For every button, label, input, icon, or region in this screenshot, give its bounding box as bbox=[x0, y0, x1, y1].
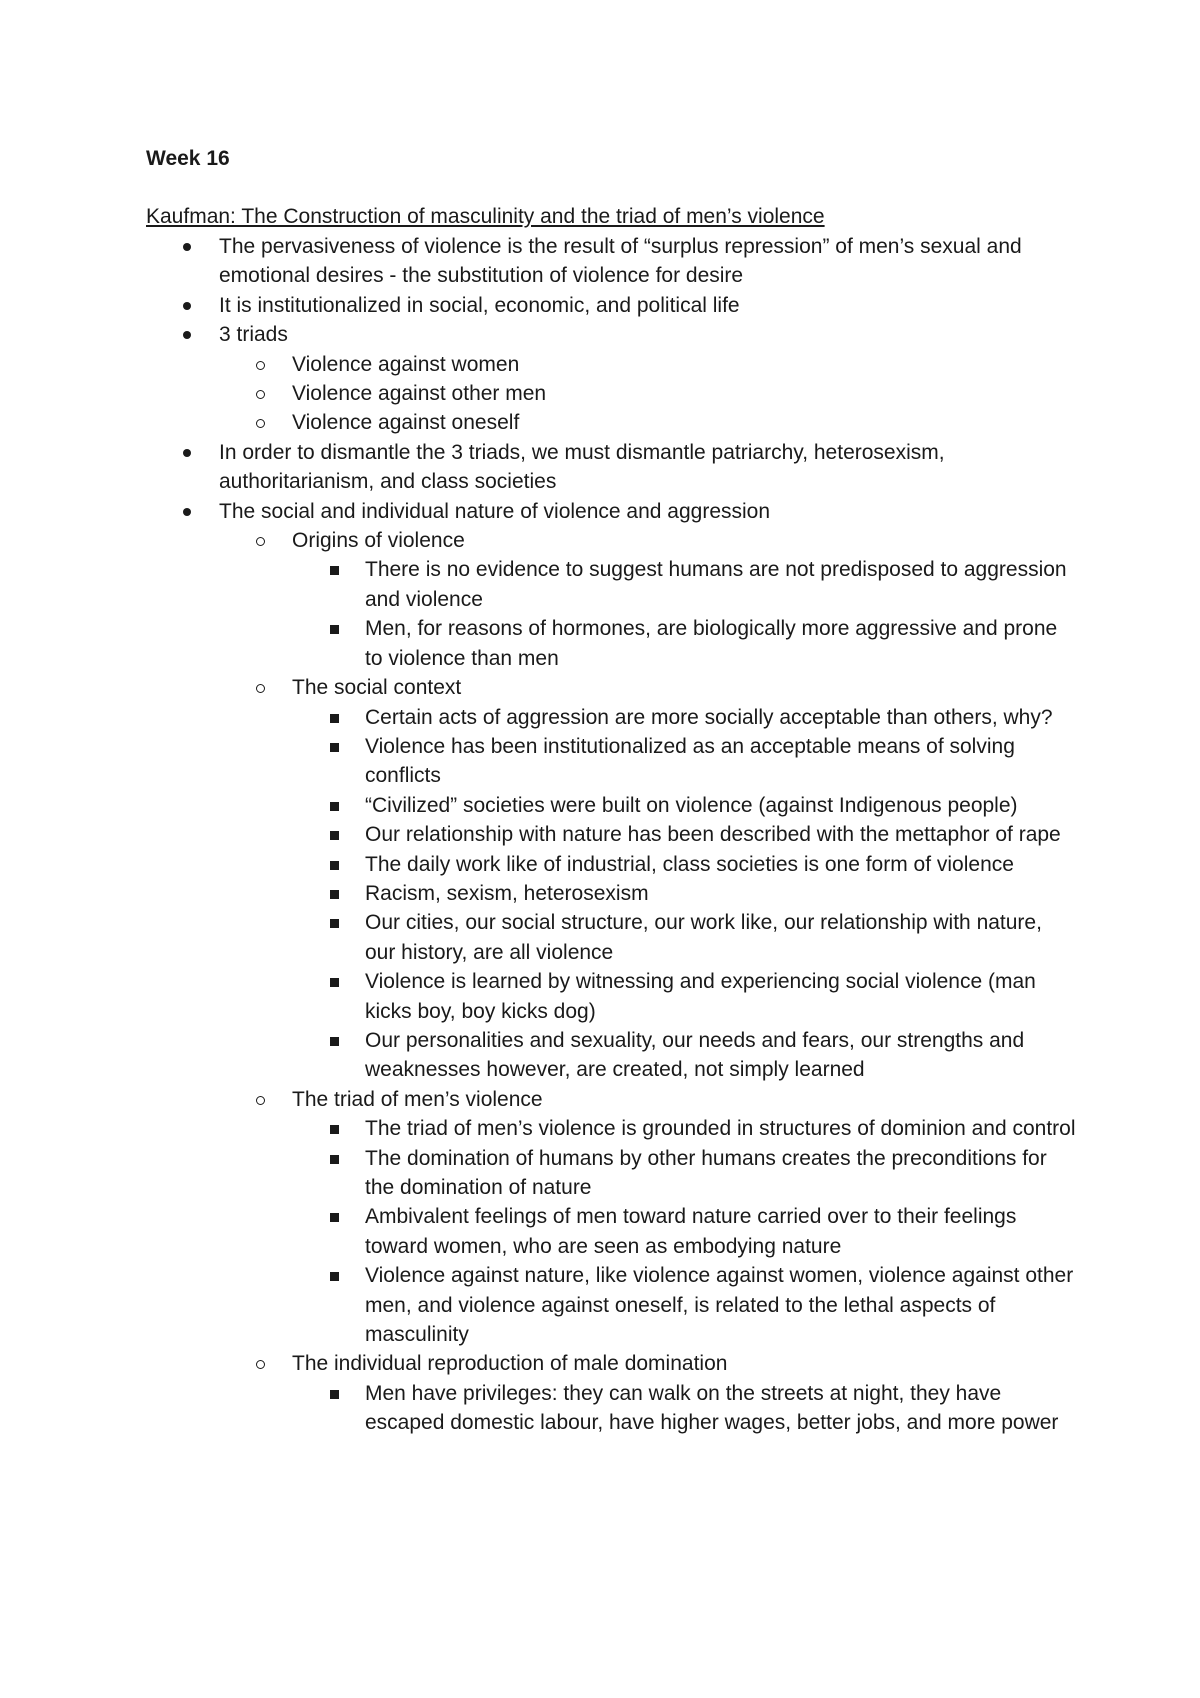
bullet-square-icon bbox=[330, 890, 339, 899]
bullet-square-icon bbox=[330, 743, 339, 752]
bullet-square-icon bbox=[330, 566, 339, 575]
list-item: Violence against women bbox=[219, 350, 1076, 379]
list-item: The individual reproduction of male domination Men have privileges: they can walk on the streets at night, they have escaped domestic labour, have higher wages, better jobs, and more power bbox=[219, 1349, 1076, 1437]
list-item: Men have privileges: they can walk on the streets at night, they have escaped domestic labour, have higher wages, better jobs, and more power bbox=[292, 1379, 1076, 1438]
list-item: Origins of violence There is no evidence to suggest humans are not predisposed to aggression and violence Men, for reasons of hormones, are biologically more aggressive and prone to violence than men bbox=[219, 526, 1076, 673]
list-item: “Civilized” societies were built on violence (against Indigenous people) bbox=[292, 791, 1076, 820]
list-item: The social context Certain acts of aggression are more socially acceptable than others, why? Violence has been institutionalized as an acceptable means of solving conflicts “Civilized” societies were built on violence (against Indigenous people) Our relationship with nature has been described with the mettaphor of rape The daily work like of industrial, class societies is one form of violence Racism, sexism, heterosexism Our cities, our social structure, our work like, our relationship with nature, our history, are all violence Violence is learned by witnessing and experiencing social violence (man kicks boy, boy kicks dog) Our personalities and sexuality, our needs and fears, our strengths and weaknesses however, are created, not simply learned bbox=[219, 673, 1076, 1085]
bullet-circle-icon bbox=[256, 419, 265, 428]
list-item: The triad of men’s violence The triad of men’s violence is grounded in structures of dominion and control The domination of humans by other humans creates the preconditions for the domination of nature Ambivalent feelings of men toward nature carried over to their feelings toward women, who are seen as embodying nature Violence against nature, like violence against women, violence against other men, and violence against oneself, is related to the lethal aspects of masculinity bbox=[219, 1085, 1076, 1350]
bullet-square-icon bbox=[330, 625, 339, 634]
list-item: Racism, sexism, heterosexism bbox=[292, 879, 1076, 908]
sub-sub-list bbox=[292, 703, 1076, 1085]
bullet-disc-icon bbox=[183, 243, 191, 251]
sub-sub-list bbox=[292, 1114, 1076, 1349]
bullet-square-icon bbox=[330, 1213, 339, 1222]
list-item: Certain acts of aggression are more socially acceptable than others, why? bbox=[292, 703, 1076, 732]
sub-list bbox=[219, 526, 1076, 1438]
bullet-square-icon bbox=[330, 714, 339, 723]
list-item: Violence against oneself bbox=[219, 408, 1076, 437]
list-item: In order to dismantle the 3 triads, we must dismantle patriarchy, heterosexism, authoritarianism, and class societies bbox=[146, 438, 1076, 497]
bullet-square-icon bbox=[330, 1125, 339, 1134]
sub-sub-list bbox=[292, 1379, 1076, 1438]
list-item: Our relationship with nature has been described with the mettaphor of rape bbox=[292, 820, 1076, 849]
bullet-circle-icon bbox=[256, 537, 265, 546]
list-item: The triad of men’s violence is grounded in structures of dominion and control bbox=[292, 1114, 1076, 1143]
bullet-square-icon bbox=[330, 802, 339, 811]
bullet-square-icon bbox=[330, 1037, 339, 1046]
list-item: Violence has been institutionalized as an acceptable means of solving conflicts bbox=[292, 732, 1076, 791]
list-item: The daily work like of industrial, class societies is one form of violence bbox=[292, 850, 1076, 879]
list-item: 3 triads Violence against women Violence against other men Violence against oneself bbox=[146, 320, 1076, 438]
list-item: Violence is learned by witnessing and experiencing social violence (man kicks boy, boy kicks dog) bbox=[292, 967, 1076, 1026]
bullet-list bbox=[146, 232, 1076, 1438]
bullet-circle-icon bbox=[256, 684, 265, 693]
list-item: Violence against nature, like violence against women, violence against other men, and violence against oneself, is related to the lethal aspects of masculinity bbox=[292, 1261, 1076, 1349]
sub-list bbox=[219, 350, 1076, 438]
section-heading: Kaufman: The Construction of masculinity and the triad of men’s violence bbox=[146, 205, 825, 228]
list-item: Our personalities and sexuality, our needs and fears, our strengths and weaknesses however, are created, not simply learned bbox=[292, 1026, 1076, 1085]
list-item: Ambivalent feelings of men toward nature carried over to their feelings toward women, who are seen as embodying nature bbox=[292, 1202, 1076, 1261]
bullet-circle-icon bbox=[256, 390, 265, 399]
bullet-square-icon bbox=[330, 1272, 339, 1281]
bullet-square-icon bbox=[330, 919, 339, 928]
bullet-disc-icon bbox=[183, 508, 191, 516]
bullet-circle-icon bbox=[256, 1096, 265, 1105]
list-item: The domination of humans by other humans creates the preconditions for the domination of nature bbox=[292, 1144, 1076, 1203]
bullet-square-icon bbox=[330, 1390, 339, 1399]
list-item: Men, for reasons of hormones, are biologically more aggressive and prone to violence than men bbox=[292, 614, 1076, 673]
list-item: There is no evidence to suggest humans are not predisposed to aggression and violence bbox=[292, 555, 1076, 614]
list-item: The social and individual nature of violence and aggression Origins of violence There is no evidence to suggest humans are not predisposed to aggression and violence Men, for reasons of hormones, are biologically more aggressive and prone to violence than men The social context Certain acts of aggression are more socially acceptable than others, why? Violence has been institutionalized as an acceptable means of solving conflicts “Civilized” societies were built on violence (against Indigenous people) Our relationship with nature has been described with the mettaphor of rape The daily work like of industrial, class societies is one form of violence Racism, sexism, heterosexism Our cities, our social structure, our work like, our relationship with nature, our history, are all violence Violence is learned by witnessing and experiencing social violence (man kicks boy, boy kicks dog) Our personalities and sexuality, our needs and fears, our strengths and weaknesses however, are created, not simply learned The triad of men’s violence The triad of men’s violence is grounded in structures of dominion and control The domination of humans by other humans creates the preconditions for the domination of nature Ambivalent feelings of men toward nature carried over to their feelings toward women, who are seen as embodying nature Violence against nature, like violence against women, violence against other men, and violence against oneself, is related to the lethal aspects of masculinity The individual reproduction of male domination Men have privileges: they can walk on the streets at night, they have escaped domestic labour, have higher wages, better jobs, and more power bbox=[146, 497, 1076, 1438]
bullet-square-icon bbox=[330, 861, 339, 870]
list-item: Our cities, our social structure, our work like, our relationship with nature, our history, are all violence bbox=[292, 908, 1076, 967]
sub-sub-list bbox=[292, 555, 1076, 673]
bullet-square-icon bbox=[330, 1155, 339, 1164]
bullet-disc-icon bbox=[183, 331, 191, 339]
bullet-circle-icon bbox=[256, 1360, 265, 1369]
bullet-disc-icon bbox=[183, 302, 191, 310]
list-item: The pervasiveness of violence is the result of “surplus repression” of men’s sexual and emotional desires - the substitution of violence for desire bbox=[146, 232, 1076, 291]
bullet-circle-icon bbox=[256, 361, 265, 370]
list-item: Violence against other men bbox=[219, 379, 1076, 408]
bullet-square-icon bbox=[330, 831, 339, 840]
bullet-disc-icon bbox=[183, 449, 191, 457]
list-item: It is institutionalized in social, economic, and political life bbox=[146, 291, 1076, 320]
bullet-square-icon bbox=[330, 978, 339, 987]
page-title: Week 16 bbox=[146, 147, 230, 170]
